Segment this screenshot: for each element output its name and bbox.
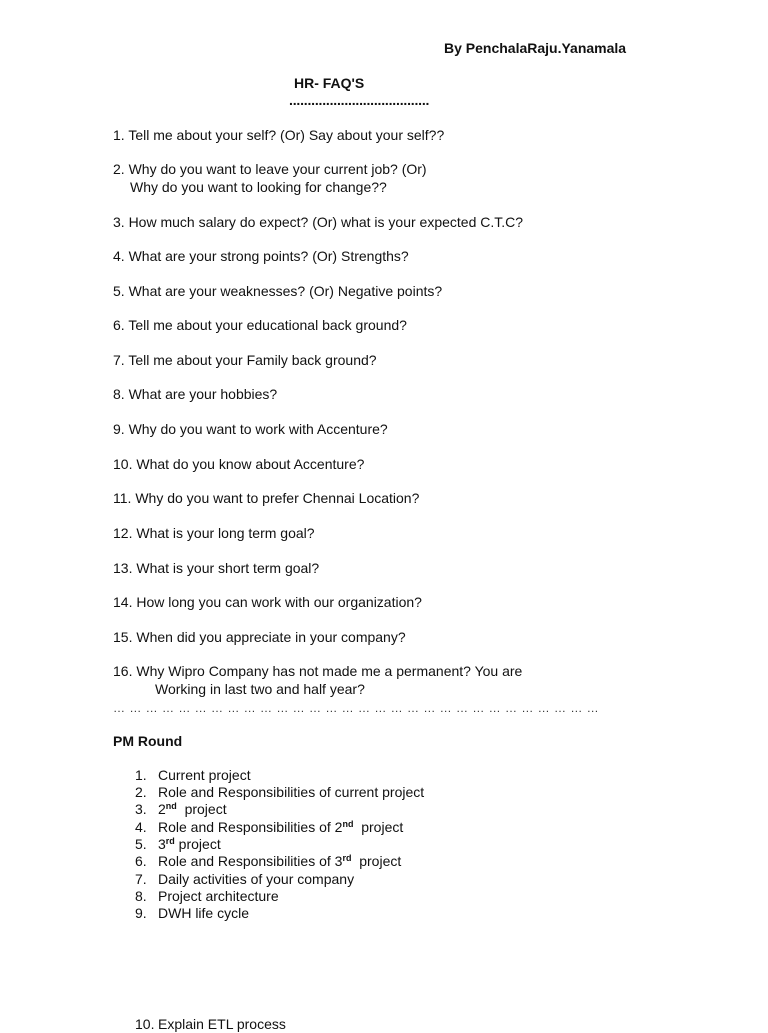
faq-text: 16. Why Wipro Company has not made me a permanent? You are <box>113 663 523 679</box>
faq-item-10 <box>113 455 364 473</box>
pm-list-text-after: project <box>174 836 221 852</box>
faq-text: 1. Tell me about your self? (Or) Say about your self?? <box>113 127 445 143</box>
faq-item-1 <box>113 126 444 144</box>
faq-text: 8. What are your hobbies? <box>113 386 278 402</box>
faq-item-13 <box>113 559 319 577</box>
ordinal-suffix: rd <box>165 836 175 846</box>
pm-list-item <box>135 888 279 905</box>
faq-item-4 <box>113 247 409 265</box>
faq-item-11 <box>113 489 419 507</box>
pm-list-number: 7. <box>135 871 147 887</box>
faq-item-9 <box>113 420 388 438</box>
pm-list-text-after: project <box>351 853 402 869</box>
pm-list-text: 2 <box>158 801 166 817</box>
title-dotted-rule: ...................................... <box>289 92 430 108</box>
faq-text: 15. When did you appreciate in your company? <box>113 629 406 645</box>
faq-item-8 <box>113 385 277 403</box>
pm-list-number: 8. <box>135 888 147 904</box>
pm-list-text: Project architecture <box>158 888 279 904</box>
pm-list-text: Role and Responsibilities of 2 <box>158 819 343 835</box>
faq-text: 11. Why do you want to prefer Chennai Location? <box>113 490 420 506</box>
faq-text: 13. What is your short term goal? <box>113 560 320 576</box>
pm-list-number: 9. <box>135 905 147 921</box>
pm-list-item <box>135 1016 286 1033</box>
faq-text: 14. How long you can work with our organization? <box>113 594 422 610</box>
faq-item-16 <box>113 662 522 698</box>
pm-list-item <box>135 767 251 784</box>
pm-list-text: DWH life cycle <box>158 905 250 921</box>
faq-item-7 <box>113 351 377 369</box>
pm-list-text: Current project <box>158 767 251 783</box>
faq-text: 6. Tell me about your educational back ground? <box>113 317 407 333</box>
pm-list-number: 6. <box>135 853 147 869</box>
faq-text: 12. What is your long term goal? <box>113 525 315 541</box>
pm-list-item <box>135 801 227 818</box>
faq-item-2 <box>113 160 427 196</box>
faq-text: 3. How much salary do expect? (Or) what is your expected C.T.C? <box>113 214 524 230</box>
section-heading-pm-round: PM Round <box>113 733 183 749</box>
ordinal-suffix: rd <box>342 853 352 863</box>
pm-list-number: 1. <box>135 767 147 783</box>
pm-list-item <box>135 871 354 888</box>
pm-list-text-after: project <box>353 819 404 835</box>
pm-list-item <box>135 819 403 836</box>
pm-list-text: Role and Responsibilities of 3 <box>158 853 343 869</box>
author-line: By PenchalaRaju.Yanamala <box>444 40 627 56</box>
faq-text: 2. Why do you want to leave your current job? (Or) <box>113 161 427 177</box>
faq-item-5 <box>113 282 442 300</box>
ordinal-suffix: nd <box>342 819 354 829</box>
pm-list-text: Daily activities of your company <box>158 871 355 887</box>
pm-list-text-after: project <box>176 801 227 817</box>
pm-list-number: 3. <box>135 801 147 817</box>
pm-list-item <box>135 905 249 922</box>
faq-text: 7. Tell me about your Family back ground? <box>113 352 377 368</box>
faq-text: 5. What are your weaknesses? (Or) Negative points? <box>113 283 443 299</box>
pm-list-text: Explain ETL process <box>158 1016 286 1032</box>
faq-item-12 <box>113 524 315 542</box>
faq-item-3 <box>113 213 523 231</box>
page-title: HR- FAQ'S <box>294 75 365 91</box>
pm-list-item <box>135 836 221 853</box>
pm-list-number: 10. <box>135 1016 155 1032</box>
faq-text-continued: Why do you want to looking for change?? <box>130 179 387 195</box>
ordinal-suffix: nd <box>165 801 177 811</box>
faq-text: 4. What are your strong points? (Or) Strengths? <box>113 248 409 264</box>
pm-list-text: 3 <box>158 836 166 852</box>
faq-text-continued: Working in last two and half year? <box>155 681 365 697</box>
faq-item-6 <box>113 316 407 334</box>
pm-list-number: 5. <box>135 836 147 852</box>
faq-item-15 <box>113 628 406 646</box>
pm-list-number: 4. <box>135 819 147 835</box>
dotted-separator: … … … … … … … … … … … … … … … … … … … … … … … … … … … … … … <box>113 701 600 715</box>
pm-list-number: 2. <box>135 784 147 800</box>
pm-list-text: Role and Responsibilities of current project <box>158 784 425 800</box>
faq-text: 10. What do you know about Accenture? <box>113 456 365 472</box>
pm-list-item <box>135 853 401 870</box>
pm-list-item <box>135 784 424 801</box>
faq-text: 9. Why do you want to work with Accenture? <box>113 421 388 437</box>
faq-item-14 <box>113 593 422 611</box>
